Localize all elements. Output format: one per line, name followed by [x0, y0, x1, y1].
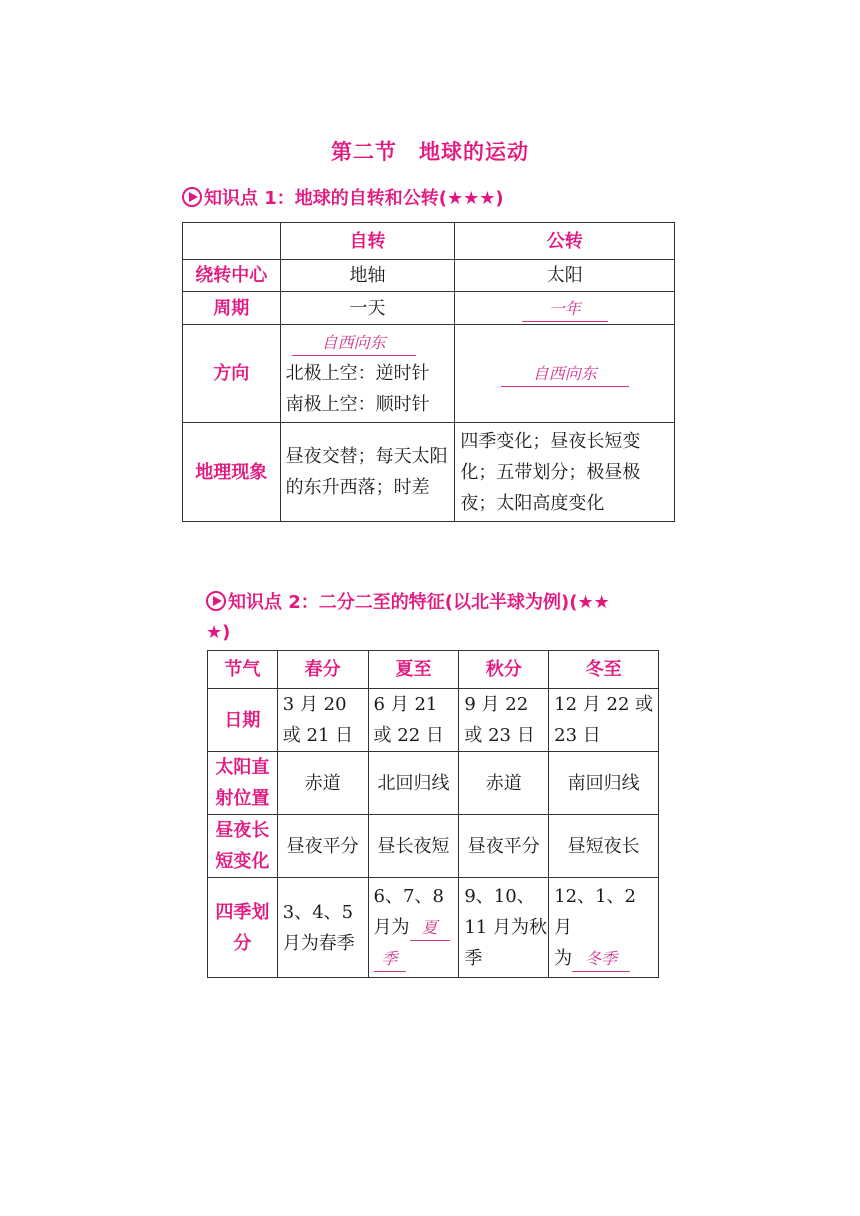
date-summer: 6 月 21 或 22 日 — [368, 689, 459, 752]
revolution-period-cell — [455, 292, 675, 325]
rotation-revolution-table — [182, 222, 675, 522]
row-label-phenomena: 地理现象 — [183, 423, 281, 522]
season-winter-handwritten: 冬季 — [572, 947, 630, 972]
row-label-center: 绕转中心 — [183, 260, 281, 292]
date-winter: 12 月 22 或 23 日 — [549, 689, 659, 752]
date-autumn: 9 月 22 或 23 日 — [459, 689, 549, 752]
page-title: 第二节 地球的运动 — [331, 140, 529, 164]
revolution-phenomena: 四季变化；昼夜长短变化；五带划分；极昼极夜；太阳高度变化 — [455, 423, 675, 522]
rotation-direction — [280, 325, 455, 423]
equinox-solstice-table — [207, 650, 659, 978]
header-blank — [183, 223, 281, 260]
row-label-sun-position: 太阳直射位置 — [208, 752, 278, 815]
header-spring-equinox: 春分 — [277, 651, 368, 689]
rotation-center: 地轴 — [280, 260, 455, 292]
header-summer-solstice: 夏至 — [368, 651, 459, 689]
date-spring: 3 月 20 或 21 日 — [277, 689, 368, 752]
sun-summer: 北回归线 — [368, 752, 459, 815]
sun-winter: 南回归线 — [549, 752, 659, 815]
season-summer-handwritten-1: 夏 — [410, 916, 450, 941]
daynight-autumn: 昼夜平分 — [459, 815, 549, 878]
header-autumn-equinox: 秋分 — [459, 651, 549, 689]
sun-autumn: 赤道 — [459, 752, 549, 815]
knowledge-point-1-heading: 知识点 1：地球的自转和公转(★★★) — [182, 184, 504, 214]
knowledge-point-2-heading: 知识点 2：二分二至的特征(以北半球为例)(★★ ★) — [206, 592, 610, 643]
revolution-period-handwritten: 一年 — [522, 297, 608, 322]
play-arrow-icon — [206, 591, 226, 611]
season-autumn: 9、10、11 月为秋季 — [459, 878, 549, 978]
season-winter: 12、1、2 月 为 冬季 — [549, 878, 659, 978]
season-summer: 6、7、8 月为 夏 季 — [368, 878, 459, 978]
revolution-direction-handwritten: 自西向东 — [501, 362, 629, 387]
row-label-direction: 方向 — [183, 325, 281, 423]
row-label-day-night: 昼夜长短变化 — [208, 815, 278, 878]
play-arrow-icon — [182, 187, 202, 207]
rotation-period: 一天 — [280, 292, 455, 325]
rotation-phenomena: 昼夜交替；每天太阳的东升西落；时差 — [280, 423, 455, 522]
header-term: 节气 — [208, 651, 278, 689]
row-label-period: 周期 — [183, 292, 281, 325]
header-winter-solstice: 冬至 — [549, 651, 659, 689]
season-summer-handwritten-2: 季 — [374, 947, 406, 972]
revolution-center: 太阳 — [455, 260, 675, 292]
daynight-spring: 昼夜平分 — [277, 815, 368, 878]
row-label-season: 四季划分 — [208, 878, 278, 978]
revolution-direction-cell — [455, 325, 675, 423]
rotation-direction-handwritten: 自西向东 — [292, 331, 416, 356]
sun-spring: 赤道 — [277, 752, 368, 815]
header-revolution: 公转 — [455, 223, 675, 260]
season-spring: 3、4、5 月为春季 — [277, 878, 368, 978]
rotation-south-pole: 南极上空：顺时针 — [285, 394, 430, 415]
daynight-winter: 昼短夜长 — [549, 815, 659, 878]
header-rotation: 自转 — [280, 223, 455, 260]
rotation-north-pole: 北极上空：逆时针 — [285, 363, 430, 384]
daynight-summer: 昼长夜短 — [368, 815, 459, 878]
row-label-date: 日期 — [208, 689, 278, 752]
